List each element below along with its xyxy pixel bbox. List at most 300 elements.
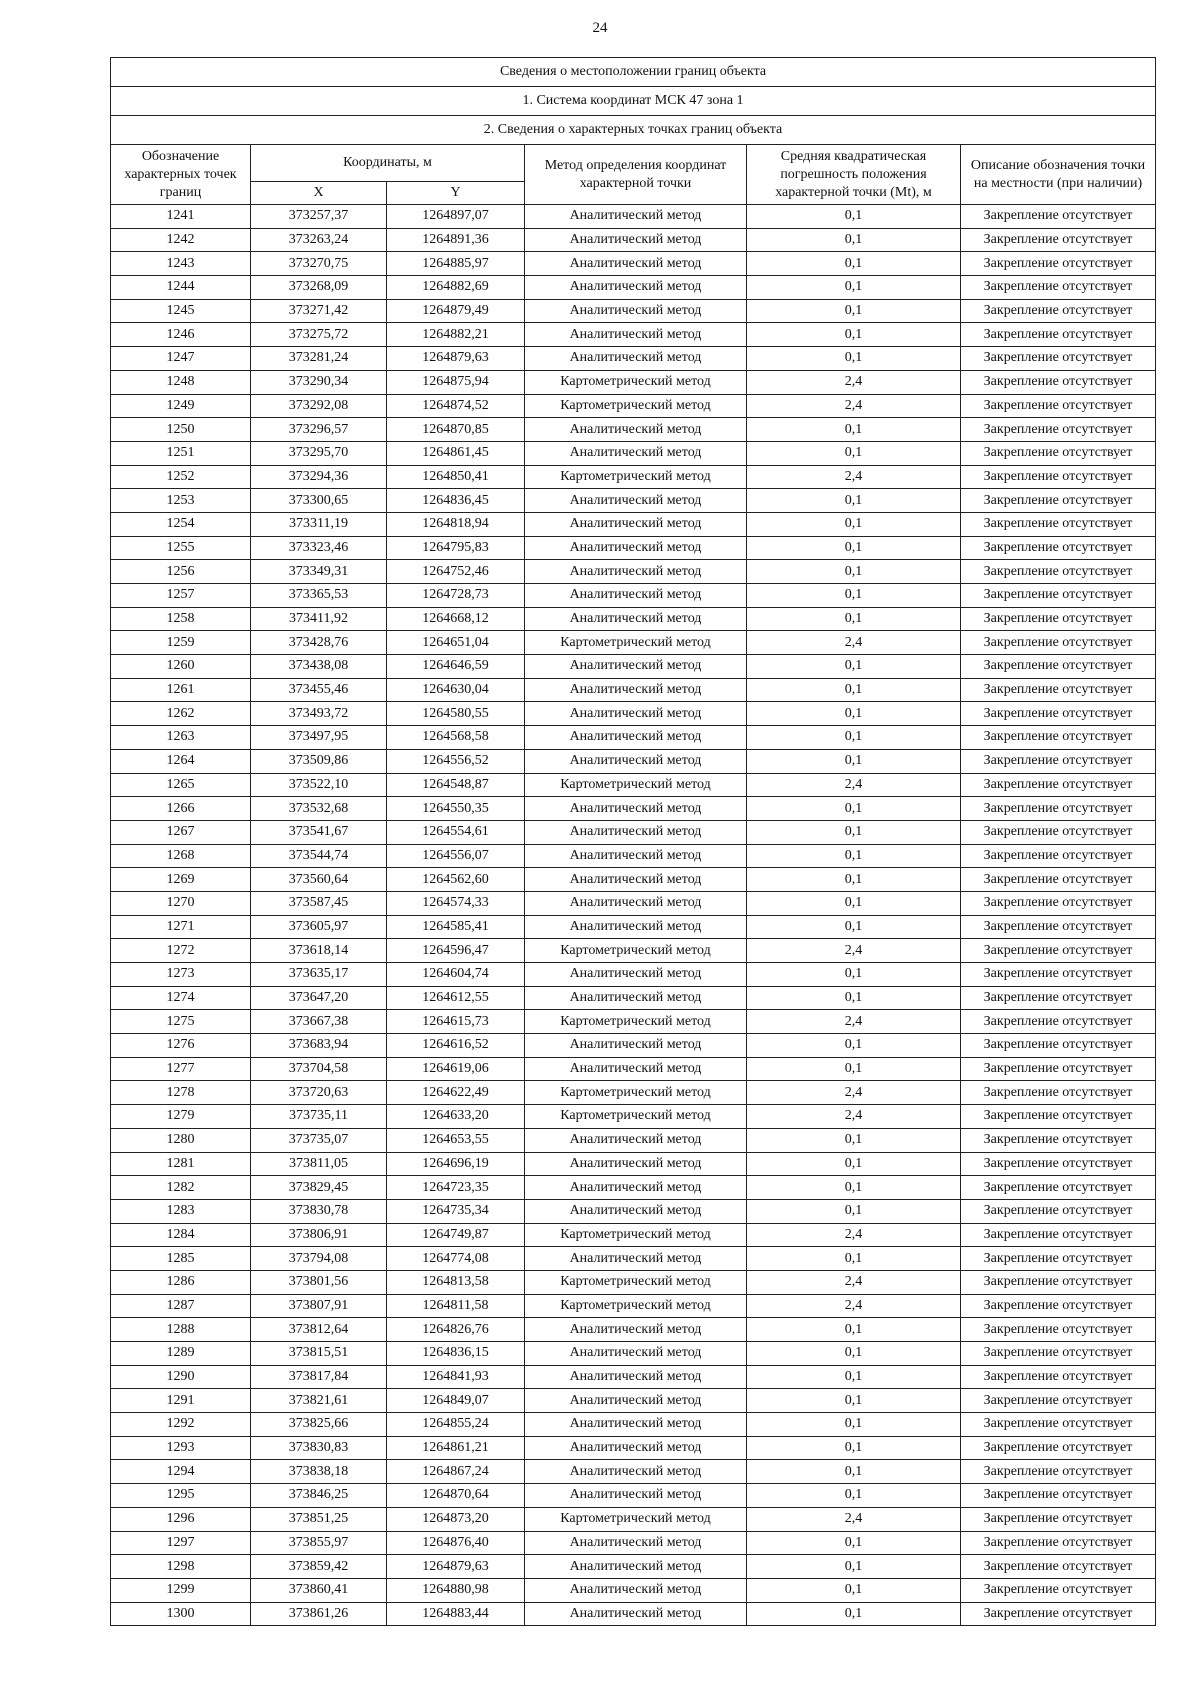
cell-accuracy: 2,4: [747, 465, 961, 489]
cell-point-id: 1285: [111, 1247, 251, 1271]
cell-point-id: 1263: [111, 726, 251, 750]
table-row: [111, 1057, 1156, 1081]
cell-y: 1264568,58: [387, 726, 525, 750]
cell-point-id: 1287: [111, 1294, 251, 1318]
table-row: [111, 441, 1156, 465]
table-row: [111, 678, 1156, 702]
table-row: [111, 536, 1156, 560]
cell-point-id: 1270: [111, 891, 251, 915]
cell-y: 1264875,94: [387, 370, 525, 394]
cell-description: Закрепление отсутствует: [961, 631, 1156, 655]
cell-y: 1264646,59: [387, 655, 525, 679]
cell-method: Картометрический метод: [525, 1223, 747, 1247]
cell-point-id: 1266: [111, 797, 251, 821]
cell-x: 373801,56: [251, 1270, 387, 1294]
cell-point-id: 1259: [111, 631, 251, 655]
cell-x: 373541,67: [251, 820, 387, 844]
cell-accuracy: 0,1: [747, 1389, 961, 1413]
cell-method: Аналитический метод: [525, 1176, 747, 1200]
cell-method: Аналитический метод: [525, 1531, 747, 1555]
cell-y: 1264813,58: [387, 1270, 525, 1294]
cell-y: 1264855,24: [387, 1413, 525, 1437]
cell-point-id: 1284: [111, 1223, 251, 1247]
cell-accuracy: 0,1: [747, 844, 961, 868]
cell-description: Закрепление отсутствует: [961, 1034, 1156, 1058]
cell-y: 1264861,21: [387, 1436, 525, 1460]
cell-y: 1264885,97: [387, 252, 525, 276]
cell-accuracy: 0,1: [747, 868, 961, 892]
cell-method: Аналитический метод: [525, 726, 747, 750]
cell-method: Аналитический метод: [525, 441, 747, 465]
cell-y: 1264811,58: [387, 1294, 525, 1318]
table-row: [111, 489, 1156, 513]
cell-point-id: 1271: [111, 915, 251, 939]
cell-x: 373830,83: [251, 1436, 387, 1460]
table-row: [111, 1081, 1156, 1105]
cell-description: Закрепление отсутствует: [961, 1081, 1156, 1105]
cell-description: Закрепление отсутствует: [961, 1531, 1156, 1555]
table-row: [111, 1199, 1156, 1223]
table-row: [111, 1602, 1156, 1626]
cell-point-id: 1293: [111, 1436, 251, 1460]
cell-point-id: 1291: [111, 1389, 251, 1413]
cell-x: 373838,18: [251, 1460, 387, 1484]
cell-y: 1264861,45: [387, 441, 525, 465]
cell-method: Аналитический метод: [525, 607, 747, 631]
cell-accuracy: 0,1: [747, 1602, 961, 1626]
cell-description: Закрепление отсутствует: [961, 1413, 1156, 1437]
cell-accuracy: 2,4: [747, 939, 961, 963]
cell-point-id: 1252: [111, 465, 251, 489]
cell-accuracy: 0,1: [747, 607, 961, 631]
cell-description: Закрепление отсутствует: [961, 1555, 1156, 1579]
table-row: [111, 1507, 1156, 1531]
cell-description: Закрепление отсутствует: [961, 465, 1156, 489]
cell-point-id: 1241: [111, 205, 251, 229]
cell-accuracy: 0,1: [747, 441, 961, 465]
table-row: [111, 347, 1156, 371]
cell-point-id: 1294: [111, 1460, 251, 1484]
cell-y: 1264882,21: [387, 323, 525, 347]
cell-description: Закрепление отсутствует: [961, 299, 1156, 323]
cell-accuracy: 0,1: [747, 1555, 961, 1579]
cell-method: Аналитический метод: [525, 702, 747, 726]
cell-point-id: 1280: [111, 1128, 251, 1152]
cell-x: 373667,38: [251, 1010, 387, 1034]
cell-y: 1264870,85: [387, 418, 525, 442]
cell-method: Аналитический метод: [525, 299, 747, 323]
cell-x: 373821,61: [251, 1389, 387, 1413]
cell-point-id: 1277: [111, 1057, 251, 1081]
cell-method: Аналитический метод: [525, 963, 747, 987]
cell-accuracy: 0,1: [747, 489, 961, 513]
cell-point-id: 1253: [111, 489, 251, 513]
cell-description: Закрепление отсутствует: [961, 702, 1156, 726]
cell-point-id: 1265: [111, 773, 251, 797]
cell-x: 373618,14: [251, 939, 387, 963]
cell-accuracy: 0,1: [747, 1128, 961, 1152]
cell-method: Аналитический метод: [525, 915, 747, 939]
header-coordinates: Координаты, м: [251, 145, 525, 182]
cell-y: 1264891,36: [387, 228, 525, 252]
table-body: [111, 205, 1156, 1626]
cell-x: 373825,66: [251, 1413, 387, 1437]
cell-point-id: 1249: [111, 394, 251, 418]
cell-description: Закрепление отсутствует: [961, 489, 1156, 513]
cell-description: Закрепление отсутствует: [961, 1342, 1156, 1366]
cell-y: 1264735,34: [387, 1199, 525, 1223]
cell-y: 1264873,20: [387, 1507, 525, 1531]
cell-method: Картометрический метод: [525, 1010, 747, 1034]
table-row: [111, 228, 1156, 252]
cell-method: Аналитический метод: [525, 536, 747, 560]
cell-y: 1264850,41: [387, 465, 525, 489]
table-row: [111, 1484, 1156, 1508]
cell-point-id: 1272: [111, 939, 251, 963]
cell-point-id: 1282: [111, 1176, 251, 1200]
cell-y: 1264574,33: [387, 891, 525, 915]
cell-x: 373735,07: [251, 1128, 387, 1152]
cell-description: Закрепление отсутствует: [961, 986, 1156, 1010]
cell-accuracy: 0,1: [747, 986, 961, 1010]
cell-y: 1264897,07: [387, 205, 525, 229]
cell-method: Аналитический метод: [525, 1247, 747, 1271]
cell-point-id: 1242: [111, 228, 251, 252]
table-row: [111, 1578, 1156, 1602]
table-row: [111, 702, 1156, 726]
cell-method: Аналитический метод: [525, 276, 747, 300]
cell-y: 1264723,35: [387, 1176, 525, 1200]
cell-accuracy: 0,1: [747, 1365, 961, 1389]
cell-description: Закрепление отсутствует: [961, 1010, 1156, 1034]
cell-description: Закрепление отсутствует: [961, 726, 1156, 750]
cell-point-id: 1278: [111, 1081, 251, 1105]
cell-description: Закрепление отсутствует: [961, 1365, 1156, 1389]
cell-method: Аналитический метод: [525, 678, 747, 702]
cell-point-id: 1254: [111, 512, 251, 536]
cell-accuracy: 0,1: [747, 726, 961, 750]
cell-x: 373647,20: [251, 986, 387, 1010]
cell-method: Аналитический метод: [525, 205, 747, 229]
cell-accuracy: 0,1: [747, 1247, 961, 1271]
cell-method: Аналитический метод: [525, 891, 747, 915]
cell-y: 1264619,06: [387, 1057, 525, 1081]
cell-y: 1264653,55: [387, 1128, 525, 1152]
table-row: [111, 1247, 1156, 1271]
cell-accuracy: 0,1: [747, 1460, 961, 1484]
cell-description: Закрепление отсутствует: [961, 560, 1156, 584]
cell-x: 373544,74: [251, 844, 387, 868]
cell-accuracy: 0,1: [747, 1531, 961, 1555]
header-accuracy: Средняя квадратическая погрешность положения характерной точки (Mt), м: [747, 145, 961, 205]
cell-description: Закрепление отсутствует: [961, 205, 1156, 229]
cell-accuracy: 0,1: [747, 655, 961, 679]
cell-method: Аналитический метод: [525, 844, 747, 868]
cell-x: 373811,05: [251, 1152, 387, 1176]
cell-description: Закрепление отсутствует: [961, 536, 1156, 560]
cell-y: 1264795,83: [387, 536, 525, 560]
cell-description: Закрепление отсутствует: [961, 820, 1156, 844]
cell-y: 1264883,44: [387, 1602, 525, 1626]
cell-x: 373704,58: [251, 1057, 387, 1081]
table-row: [111, 939, 1156, 963]
cell-method: Аналитический метод: [525, 1578, 747, 1602]
cell-x: 373493,72: [251, 702, 387, 726]
table-row: [111, 797, 1156, 821]
cell-method: Аналитический метод: [525, 418, 747, 442]
cell-x: 373295,70: [251, 441, 387, 465]
cell-point-id: 1247: [111, 347, 251, 371]
cell-x: 373300,65: [251, 489, 387, 513]
cell-description: Закрепление отсутствует: [961, 915, 1156, 939]
cell-accuracy: 0,1: [747, 323, 961, 347]
cell-point-id: 1262: [111, 702, 251, 726]
table-row: [111, 205, 1156, 229]
cell-method: Картометрический метод: [525, 1081, 747, 1105]
cell-point-id: 1298: [111, 1555, 251, 1579]
cell-y: 1264818,94: [387, 512, 525, 536]
cell-accuracy: 2,4: [747, 394, 961, 418]
table-row: [111, 299, 1156, 323]
cell-x: 373292,08: [251, 394, 387, 418]
header-description: Описание обозначения точки на местности (при наличии): [961, 145, 1156, 205]
cell-description: Закрепление отсутствует: [961, 370, 1156, 394]
cell-y: 1264615,73: [387, 1010, 525, 1034]
cell-y: 1264550,35: [387, 797, 525, 821]
table-row: [111, 844, 1156, 868]
cell-method: Аналитический метод: [525, 1057, 747, 1081]
cell-method: Картометрический метод: [525, 1105, 747, 1129]
cell-accuracy: 2,4: [747, 1223, 961, 1247]
cell-y: 1264882,69: [387, 276, 525, 300]
cell-point-id: 1251: [111, 441, 251, 465]
cell-point-id: 1261: [111, 678, 251, 702]
header-x: X: [251, 182, 387, 205]
cell-accuracy: 0,1: [747, 228, 961, 252]
cell-x: 373263,24: [251, 228, 387, 252]
cell-description: Закрепление отсутствует: [961, 1176, 1156, 1200]
cell-description: Закрепление отсутствует: [961, 1507, 1156, 1531]
cell-method: Картометрический метод: [525, 1294, 747, 1318]
cell-x: 373509,86: [251, 749, 387, 773]
cell-y: 1264585,41: [387, 915, 525, 939]
cell-method: Аналитический метод: [525, 1034, 747, 1058]
cell-method: Аналитический метод: [525, 1365, 747, 1389]
cell-accuracy: 0,1: [747, 1176, 961, 1200]
cell-y: 1264612,55: [387, 986, 525, 1010]
cell-point-id: 1258: [111, 607, 251, 631]
cell-description: Закрепление отсутствует: [961, 1436, 1156, 1460]
cell-x: 373859,42: [251, 1555, 387, 1579]
cell-accuracy: 2,4: [747, 1081, 961, 1105]
cell-accuracy: 0,1: [747, 749, 961, 773]
cell-description: Закрепление отсутствует: [961, 797, 1156, 821]
cell-method: Аналитический метод: [525, 868, 747, 892]
table-row: [111, 584, 1156, 608]
cell-point-id: 1286: [111, 1270, 251, 1294]
cell-point-id: 1268: [111, 844, 251, 868]
table-row: [111, 915, 1156, 939]
cell-x: 373365,53: [251, 584, 387, 608]
cell-y: 1264696,19: [387, 1152, 525, 1176]
table-row: [111, 1318, 1156, 1342]
cell-accuracy: 0,1: [747, 1578, 961, 1602]
cell-description: Закрепление отсутствует: [961, 868, 1156, 892]
cell-accuracy: 0,1: [747, 1057, 961, 1081]
cell-point-id: 1283: [111, 1199, 251, 1223]
cell-point-id: 1273: [111, 963, 251, 987]
cell-y: 1264836,15: [387, 1342, 525, 1366]
table-row: [111, 1531, 1156, 1555]
cell-method: Аналитический метод: [525, 1389, 747, 1413]
cell-point-id: 1256: [111, 560, 251, 584]
cell-description: Закрепление отсутствует: [961, 441, 1156, 465]
cell-y: 1264548,87: [387, 773, 525, 797]
cell-y: 1264580,55: [387, 702, 525, 726]
table-row: [111, 1389, 1156, 1413]
cell-description: Закрепление отсутствует: [961, 939, 1156, 963]
cell-accuracy: 0,1: [747, 1199, 961, 1223]
cell-description: Закрепление отсутствует: [961, 678, 1156, 702]
cell-point-id: 1275: [111, 1010, 251, 1034]
cell-point-id: 1250: [111, 418, 251, 442]
table-row: [111, 323, 1156, 347]
table-row: [111, 1460, 1156, 1484]
cell-method: Аналитический метод: [525, 512, 747, 536]
cell-x: 373851,25: [251, 1507, 387, 1531]
cell-method: Аналитический метод: [525, 1318, 747, 1342]
cell-x: 373311,19: [251, 512, 387, 536]
cell-description: Закрепление отсутствует: [961, 1578, 1156, 1602]
cell-description: Закрепление отсутствует: [961, 1105, 1156, 1129]
cell-point-id: 1267: [111, 820, 251, 844]
cell-accuracy: 0,1: [747, 1436, 961, 1460]
cell-method: Аналитический метод: [525, 347, 747, 371]
table-row: [111, 773, 1156, 797]
cell-method: Аналитический метод: [525, 1342, 747, 1366]
cell-accuracy: 0,1: [747, 276, 961, 300]
table-row: [111, 370, 1156, 394]
cell-point-id: 1300: [111, 1602, 251, 1626]
table-row: [111, 868, 1156, 892]
cell-x: 373438,08: [251, 655, 387, 679]
cell-accuracy: 0,1: [747, 252, 961, 276]
cell-method: Аналитический метод: [525, 1555, 747, 1579]
table-row: [111, 1413, 1156, 1437]
cell-description: Закрепление отсутствует: [961, 1484, 1156, 1508]
cell-description: Закрепление отсутствует: [961, 1602, 1156, 1626]
cell-point-id: 1281: [111, 1152, 251, 1176]
cell-point-id: 1246: [111, 323, 251, 347]
cell-y: 1264562,60: [387, 868, 525, 892]
cell-y: 1264826,76: [387, 1318, 525, 1342]
cell-x: 373349,31: [251, 560, 387, 584]
cell-accuracy: 2,4: [747, 631, 961, 655]
cell-x: 373268,09: [251, 276, 387, 300]
header-designation: Обозначение характерных точек границ: [111, 145, 251, 205]
cell-x: 373817,84: [251, 1365, 387, 1389]
cell-point-id: 1260: [111, 655, 251, 679]
cell-description: Закрепление отсутствует: [961, 512, 1156, 536]
cell-x: 373323,46: [251, 536, 387, 560]
cell-x: 373829,45: [251, 1176, 387, 1200]
cell-description: Закрепление отсутствует: [961, 323, 1156, 347]
cell-accuracy: 0,1: [747, 1152, 961, 1176]
cell-y: 1264630,04: [387, 678, 525, 702]
cell-description: Закрепление отсутствует: [961, 1460, 1156, 1484]
cell-y: 1264604,74: [387, 963, 525, 987]
cell-method: Аналитический метод: [525, 560, 747, 584]
table-row: [111, 1365, 1156, 1389]
cell-y: 1264867,24: [387, 1460, 525, 1484]
cell-description: Закрепление отсутствует: [961, 607, 1156, 631]
cell-y: 1264876,40: [387, 1531, 525, 1555]
cell-point-id: 1297: [111, 1531, 251, 1555]
cell-x: 373532,68: [251, 797, 387, 821]
header-y: Y: [387, 182, 525, 205]
cell-y: 1264596,47: [387, 939, 525, 963]
cell-accuracy: 0,1: [747, 820, 961, 844]
cell-description: Закрепление отсутствует: [961, 347, 1156, 371]
cell-accuracy: 0,1: [747, 584, 961, 608]
cell-accuracy: 2,4: [747, 1105, 961, 1129]
cell-point-id: 1257: [111, 584, 251, 608]
cell-y: 1264849,07: [387, 1389, 525, 1413]
table-row: [111, 1294, 1156, 1318]
cell-x: 373720,63: [251, 1081, 387, 1105]
cell-description: Закрепление отсутствует: [961, 252, 1156, 276]
cell-y: 1264728,73: [387, 584, 525, 608]
cell-description: Закрепление отсутствует: [961, 1057, 1156, 1081]
table-row: [111, 1176, 1156, 1200]
cell-y: 1264874,52: [387, 394, 525, 418]
cell-x: 373815,51: [251, 1342, 387, 1366]
cell-accuracy: 2,4: [747, 1010, 961, 1034]
table-row: [111, 252, 1156, 276]
cell-y: 1264880,98: [387, 1578, 525, 1602]
cell-y: 1264668,12: [387, 607, 525, 631]
cell-y: 1264879,49: [387, 299, 525, 323]
cell-x: 373846,25: [251, 1484, 387, 1508]
table-row: [111, 276, 1156, 300]
cell-description: Закрепление отсутствует: [961, 276, 1156, 300]
cell-description: Закрепление отсутствует: [961, 1318, 1156, 1342]
cell-y: 1264651,04: [387, 631, 525, 655]
cell-point-id: 1288: [111, 1318, 251, 1342]
cell-point-id: 1279: [111, 1105, 251, 1129]
table-row: [111, 1436, 1156, 1460]
table-row: [111, 1128, 1156, 1152]
cell-x: 373270,75: [251, 252, 387, 276]
table-row: [111, 655, 1156, 679]
cell-accuracy: 2,4: [747, 773, 961, 797]
cell-accuracy: 0,1: [747, 347, 961, 371]
cell-description: Закрепление отсутствует: [961, 1294, 1156, 1318]
cell-x: 373271,42: [251, 299, 387, 323]
cell-accuracy: 2,4: [747, 1270, 961, 1294]
cell-y: 1264556,07: [387, 844, 525, 868]
cell-method: Картометрический метод: [525, 1270, 747, 1294]
cell-x: 373281,24: [251, 347, 387, 371]
cell-accuracy: 0,1: [747, 560, 961, 584]
cell-method: Картометрический метод: [525, 370, 747, 394]
table-row: [111, 1223, 1156, 1247]
cell-y: 1264616,52: [387, 1034, 525, 1058]
cell-description: Закрепление отсутствует: [961, 773, 1156, 797]
cell-x: 373812,64: [251, 1318, 387, 1342]
cell-accuracy: 2,4: [747, 370, 961, 394]
table-title: Сведения о местоположении границ объекта: [111, 58, 1156, 87]
